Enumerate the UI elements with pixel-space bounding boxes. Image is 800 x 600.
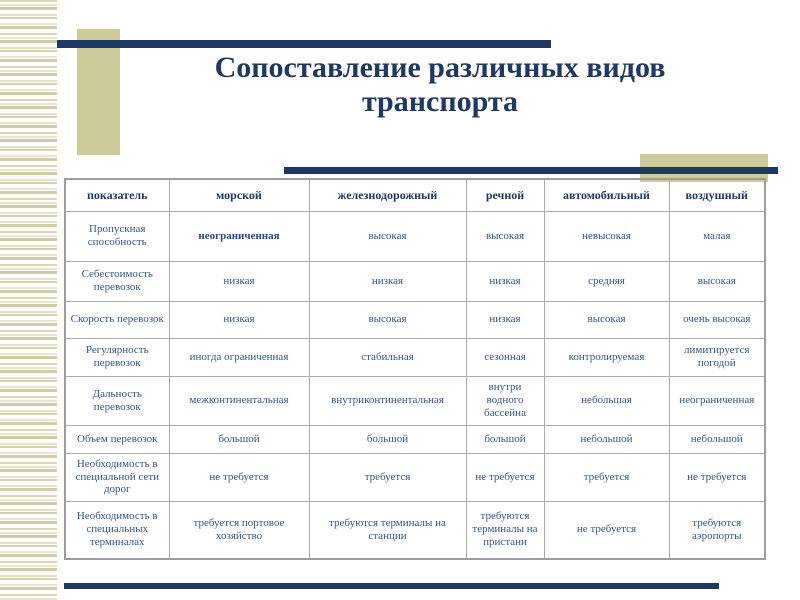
table-cell: большой [169,425,309,453]
table-cell: требуются терминалы на пристани [466,501,544,559]
table-cell: сезонная [466,338,544,376]
table-cell: высокая [309,301,466,338]
table-cell: низкая [309,261,466,301]
column-header-4: автомобильный [544,179,669,211]
row-label: Себестоимость перевозок [65,261,169,301]
table-row [65,179,765,211]
table-cell: небольшой [669,425,765,453]
table-row [65,338,765,376]
table-cell: неограниченная [669,376,765,425]
column-header-0: показатель [65,179,169,211]
table-cell: низкая [466,261,544,301]
row-label: Регулярность перевозок [65,338,169,376]
row-label: Необходимость в специальной сети дорог [65,453,169,501]
table-cell: низкая [169,261,309,301]
table-row [65,261,765,301]
table-cell: высокая [466,211,544,261]
table-cell: лимитируется погодой [669,338,765,376]
table-cell: стабильная [309,338,466,376]
table-cell: требуются аэропорты [669,501,765,559]
table-cell: высокая [669,261,765,301]
table-cell: очень высокая [669,301,765,338]
table-cell: малая [669,211,765,261]
table-row [65,453,765,501]
table-cell: иногда ограниченная [169,338,309,376]
table-row [65,501,765,559]
table-cell: не требуется [466,453,544,501]
table-cell: контролируемая [544,338,669,376]
column-header-5: воздушный [669,179,765,211]
table-cell: высокая [309,211,466,261]
table-header-row [65,179,765,211]
title-accent-bar [57,40,551,48]
table-cell: требуется [309,453,466,501]
table-cell: внутриконтинентальная [309,376,466,425]
table-cell: высокая [544,301,669,338]
table-cell: требуется [544,453,669,501]
table-cell: средняя [544,261,669,301]
bottom-accent-bar [64,583,719,589]
table-cell: не требуется [169,453,309,501]
row-label: Пропускная способность [65,211,169,261]
row-label: Дальность перевозок [65,376,169,425]
column-header-3: речной [466,179,544,211]
column-header-2: железнодорожный [309,179,466,211]
table-cell: невысокая [544,211,669,261]
table-row [65,376,765,425]
table-cell: низкая [466,301,544,338]
table-row [65,211,765,261]
table-cell: большой [309,425,466,453]
table-cell: внутри водного бассейна [466,376,544,425]
table-cell: небольшой [544,425,669,453]
table-cell: неограниченная [169,211,309,261]
table-cell: требуется портовое хозяйство [169,501,309,559]
table-cell: низкая [169,301,309,338]
table-cell: большой [466,425,544,453]
table-cell: не требуется [544,501,669,559]
left-stripe-pattern [0,0,57,600]
table-cell: требуются терминалы на станции [309,501,466,559]
row-label: Скорость перевозок [65,301,169,338]
table-row [65,301,765,338]
table-cell: не требуется [669,453,765,501]
table-row [65,425,765,453]
table-accent-bar [284,167,778,174]
comparison-table [64,178,766,560]
row-label: Необходимость в специальных терминалах [65,501,169,559]
table-cell: небольшая [544,376,669,425]
row-label: Объем перевозок [65,425,169,453]
column-header-1: морской [169,179,309,211]
table-cell: межконтинентальная [169,376,309,425]
page-title: Сопоставление различных видов транспорта [214,51,666,118]
